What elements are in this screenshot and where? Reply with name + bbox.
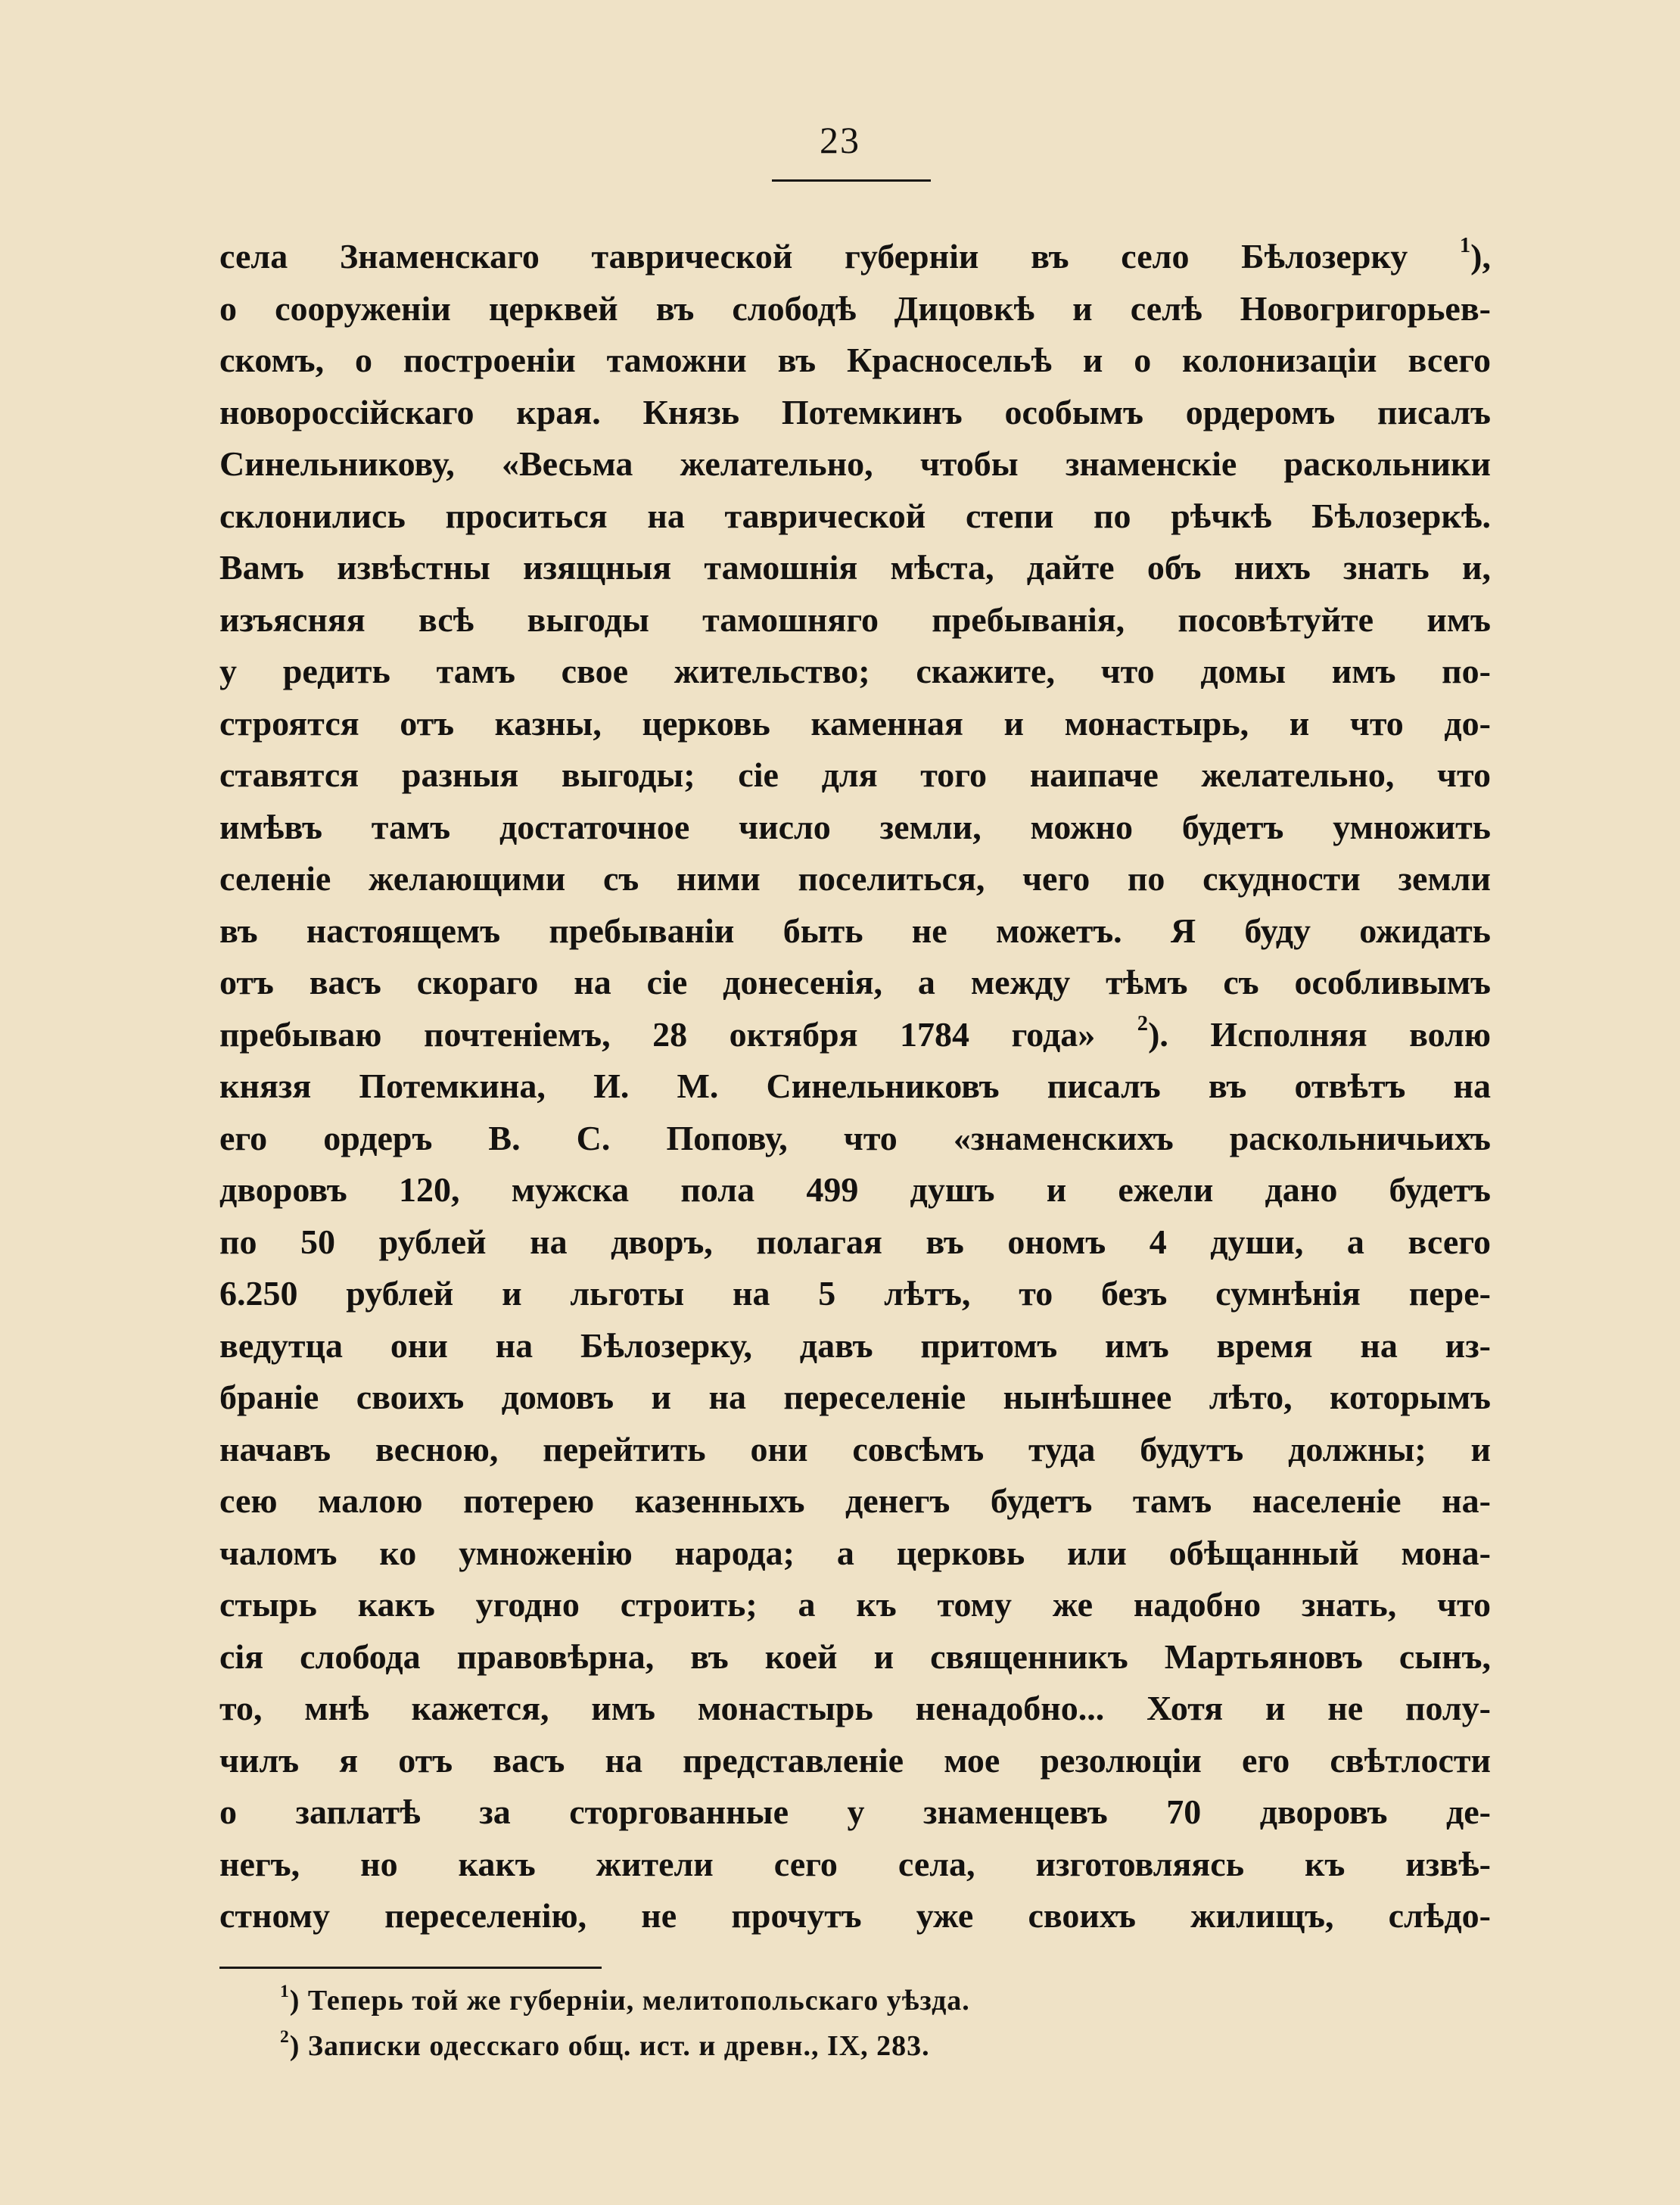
text-line: селеніе желающими съ ними поселиться, чего по скудности земли	[219, 859, 1491, 898]
text-line: у редить тамъ свое жительство; скажите, что домы имъ по-	[219, 652, 1491, 690]
footnotes	[280, 1978, 1491, 2069]
footnote	[280, 2023, 1491, 2069]
footnote-text: ) Теперь той же губерніи, мелитопольскаго уѣзда.	[289, 1985, 970, 2017]
text-line: браніе своихъ домовъ и на переселеніе нынѣшнее лѣто, которымъ	[219, 1378, 1491, 1416]
text-line: ведутца они на Бѣлозерку, давъ притомъ имъ время на из-	[219, 1325, 1491, 1365]
text-line: чаломъ ко умноженію народа; а церковь или обѣщанный мона-	[219, 1533, 1491, 1572]
text-line	[219, 231, 1491, 283]
text-line: сею малою потерею казенныхъ денегъ будетъ тамъ населеніе на-	[219, 1481, 1491, 1520]
text-line: то, мнѣ кажется, имъ монастырь ненадобно... Хотя и не полу-	[219, 1689, 1491, 1727]
text-line: 6.250 рублей и льготы на 5 лѣтъ, то безъ сумнѣнія пере-	[219, 1274, 1491, 1313]
text-line: князя Потемкина, И. М. Синельниковъ писалъ въ отвѣтъ на	[219, 1067, 1491, 1105]
text-line: о сооруженіи церквей въ слободѣ Дицовкѣ и селѣ Новогригорьев-	[219, 288, 1491, 328]
text-line	[219, 1009, 1491, 1061]
page-number: 23	[820, 119, 860, 161]
text-line: стырь какъ угодно строить; а къ тому же надобно знать, что	[219, 1585, 1491, 1624]
text-line: Синельникову, «Весьма желательно, чтобы знаменскіе раскольники	[219, 444, 1491, 483]
footnote-text: ) Записки одесскаго общ. ист. и древн., IX, 283.	[289, 2030, 930, 2062]
text-line: имѣвъ тамъ достаточное число земли, можно будетъ умножить	[219, 807, 1491, 846]
text-line: сія слобода правовѣрна, въ коей и священникъ Мартьяновъ сынъ,	[219, 1637, 1491, 1676]
footnote-marker: 1	[280, 1981, 290, 2001]
text-line: негъ, но какъ жители сего села, изготовляясь къ извѣ-	[219, 1844, 1491, 1883]
text-line: чилъ я отъ васъ на представленіе мое резолюціи его свѣтлости	[219, 1740, 1491, 1780]
text-line: дворовъ 120, мужска пола 499 душъ и ежели дано будетъ	[219, 1170, 1491, 1209]
footnote-marker: 2	[280, 2026, 290, 2047]
text-line-punctuation: ),	[1470, 237, 1491, 276]
text-line: начавъ весною, перейтить они совсѣмъ туда будутъ должны; и	[219, 1429, 1491, 1468]
text-line: ставятся разныя выгоды; сіе для того наипаче желательно, что	[219, 755, 1491, 794]
footnote-separator-rule	[219, 1967, 602, 1969]
text-line: его ордеръ В. С. Попову, что «знаменскихъ раскольничьихъ	[219, 1118, 1491, 1157]
text-line: строятся отъ казны, церковь каменная и монастырь, и что до-	[219, 703, 1491, 743]
text-line: новороссійскаго края. Князь Потемкинъ особымъ ордеромъ писалъ	[219, 392, 1491, 431]
text-line: Вамъ извѣстны изящныя тамошнія мѣста, дайте объ нихъ знать и,	[219, 548, 1491, 587]
page-number-rule	[772, 179, 931, 182]
text-line: отъ васъ скораго на сіе донесенія, а между тѣмъ съ особливымъ	[219, 963, 1491, 1001]
text-line-punctuation: ). Исполняя волю	[1148, 1014, 1491, 1054]
text-line: скомъ, о построеніи таможни въ Красносельѣ и о колонизаціи всего	[219, 341, 1491, 379]
footnote	[280, 1978, 1491, 2023]
text-line: изъясняя всѣ выгоды тамошняго пребыванія, посовѣтуйте имъ	[219, 600, 1491, 639]
text-line: въ настоящемъ пребываніи быть не можетъ. Я буду ожидать	[219, 911, 1491, 950]
text-line: о заплатѣ за сторгованные у знаменцевъ 70 дворовъ де-	[219, 1792, 1491, 1831]
footnote-reference[interactable]: 1	[1459, 234, 1471, 258]
footnote-reference[interactable]: 2	[1137, 1011, 1149, 1036]
text-line-content: села Знаменскаго таврической губерніи въ село Бѣлозерку	[219, 237, 1408, 276]
text-line: по 50 рублей на дворъ, полагая въ ономъ 4 души, а всего	[219, 1222, 1491, 1261]
body-text	[219, 231, 1491, 1942]
text-line: стному переселенію, не прочутъ уже своихъ жилищъ, слѣдо-	[219, 1896, 1491, 1935]
text-line: склонились проситься на таврической степи по рѣчкѣ Бѣлозеркѣ.	[219, 496, 1491, 535]
text-line-content: пребываю почтеніемъ, 28 октября 1784 года»	[219, 1014, 1096, 1054]
